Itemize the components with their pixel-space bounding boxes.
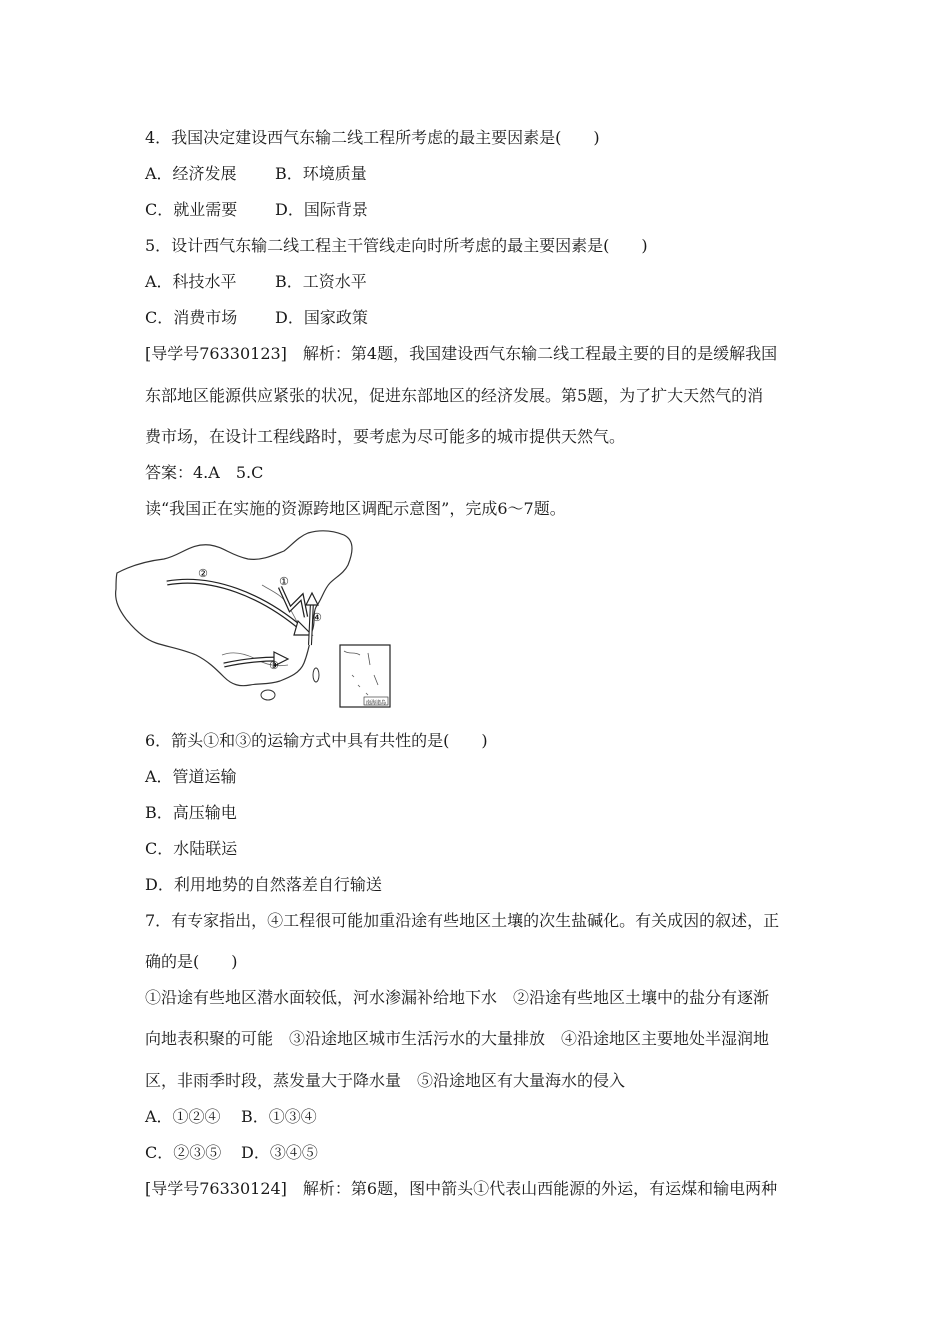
q4-option-c: C．就业需要	[145, 200, 238, 219]
q7-stem-line1: 7．有专家指出，④工程很可能加重沿途有些地区土壤的次生盐碱化。有关成因的叙述，正	[145, 911, 780, 930]
map-label-1: ①	[279, 575, 289, 588]
q6-option-b: B．高压输电	[145, 803, 237, 822]
analysis1-line1: [导学号76330123] 解析：第4题，我国建设西气东输二线工程最主要的目的是缓解我国	[145, 344, 778, 363]
q4-options-row1	[145, 164, 367, 184]
answer-4-5: 答案：4.A 5.C	[145, 463, 264, 482]
q6-stem: 6．箭头①和③的运输方式中具有共性的是( )	[145, 731, 488, 750]
q4-options-row2	[145, 200, 368, 220]
q7-option-b: B．①③④	[241, 1107, 317, 1126]
q4-stem: 4．我国决定建设西气东输二线工程所考虑的最主要因素是( )	[145, 128, 600, 147]
q7-statement-line3: 区，非雨季时段，蒸发量大于降水量 ⑤沿途地区有大量海水的侵入	[145, 1071, 626, 1090]
q7-stem-line2: 确的是( )	[145, 952, 238, 971]
q5-options-row1	[145, 272, 367, 292]
q7-option-a: A．①②④	[145, 1107, 221, 1126]
hainan-island	[261, 690, 275, 700]
q7-statement-line2: 向地表积聚的可能 ③沿途地区城市生活污水的大量排放 ④沿途地区主要地处半湿润地	[145, 1029, 770, 1048]
q5-stem: 5．设计西气东输二线工程主干管线走向时所考虑的最主要因素是( )	[145, 236, 648, 255]
read-intro: 读“我国正在实施的资源跨地区调配示意图”，完成6～7题。	[145, 499, 566, 518]
q7-statement-line1: ①沿途有些地区潜水面较低，河水渗漏补给地下水 ②沿途有些地区土壤中的盐分有逐渐	[145, 988, 770, 1007]
q6-option-d: D．利用地势的自然落差自行输送	[145, 875, 382, 894]
q6-option-c: C．水陆联运	[145, 839, 238, 858]
q7-option-c: C．②③⑤	[145, 1143, 222, 1162]
q5-option-d: D．国家政策	[275, 308, 368, 327]
taiwan-island	[313, 668, 319, 682]
q7-options-row1	[145, 1107, 317, 1127]
q5-option-b: B．工资水平	[275, 272, 367, 291]
q5-option-a: A．科技水平	[145, 272, 237, 291]
q5-option-c: C．消费市场	[145, 308, 238, 327]
q4-option-a: A．经济发展	[145, 164, 237, 183]
analysis2-line1: [导学号76330124] 解析：第6题，图中箭头①代表山西能源的外运，有运煤和输电两种	[145, 1179, 778, 1198]
q5-options-row2	[145, 308, 368, 328]
arrow-4-head	[306, 593, 318, 605]
inset-caption: 南海诸岛	[366, 700, 387, 706]
q4-option-d: D．国际背景	[275, 200, 368, 219]
map-label-4: ④	[312, 611, 322, 624]
q7-options-row2	[145, 1143, 318, 1163]
map-label-3: ③	[269, 659, 279, 672]
analysis1-line3: 费市场，在设计工程线路时，要考虑为尽可能多的城市提供天然气。	[145, 427, 626, 446]
q7-option-d: D．③④⑤	[241, 1143, 318, 1162]
q4-option-b: B．环境质量	[275, 164, 367, 183]
map-label-2: ②	[198, 567, 208, 580]
resource-transfer-map	[112, 525, 402, 715]
china-map-svg	[112, 525, 402, 715]
analysis1-line2: 东部地区能源供应紧张的状况，促进东部地区的经济发展。第5题，为了扩大天然气的消	[145, 386, 764, 405]
q6-option-a: A．管道运输	[145, 767, 237, 786]
